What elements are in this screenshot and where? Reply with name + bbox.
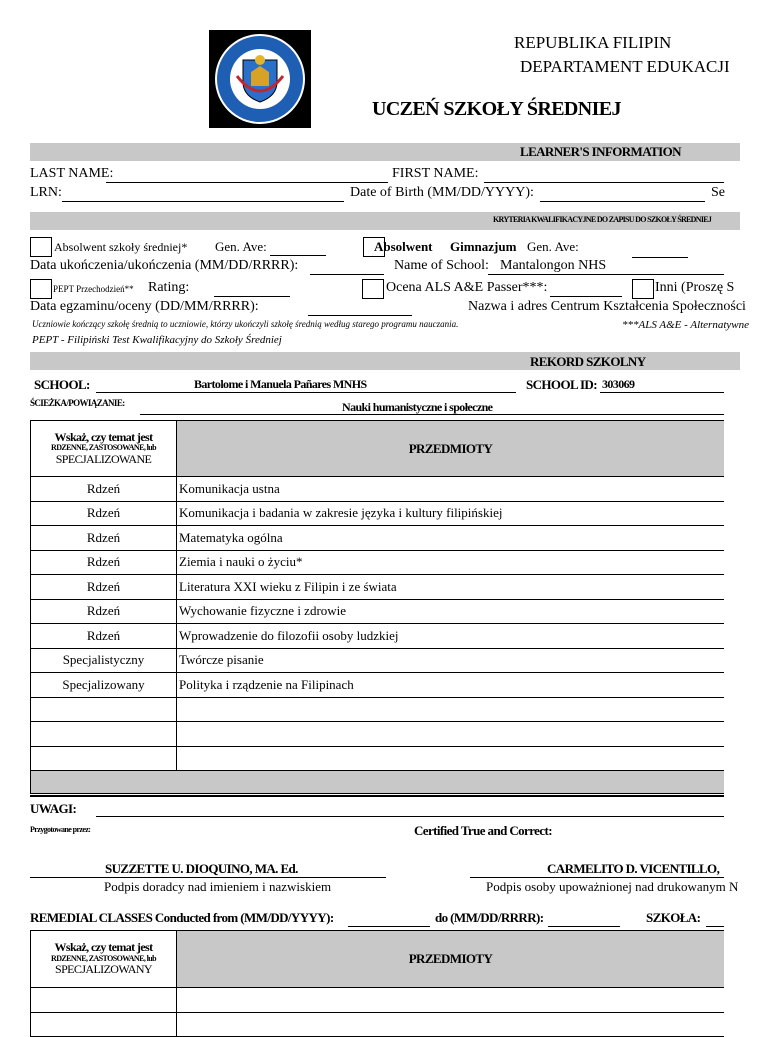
name-of-school-field[interactable] [488,274,724,275]
subject-name-cell[interactable] [177,722,725,747]
official-name: CARMELITO D. VICENTILLO, [547,861,720,876]
last-name-field[interactable] [106,182,388,183]
subject-name-cell[interactable]: Wprowadzenie do filozofii osoby ludzkiej [177,624,725,649]
school-id-field[interactable] [600,392,724,393]
jhs-completer-checkbox[interactable] [30,237,52,257]
subject-name-cell[interactable]: Ziemia i nauki o życiu* [177,550,725,575]
remedial-table [30,930,724,1037]
school-id-label: SCHOOL ID: [526,377,597,392]
department-name: DEPARTAMENT EDUKACJI [520,57,730,76]
subjects-footer-row [31,771,725,794]
first-name-field[interactable] [484,182,724,183]
subject-type-cell[interactable]: Rdzeń [31,477,177,502]
remedial-row [31,1012,725,1037]
subject-name-cell[interactable]: Matematyka ogólna [177,526,725,551]
subject-name-cell[interactable]: Wychowanie fizyczne i zdrowie [177,599,725,624]
last-name-label: LAST NAME: [30,166,114,181]
others-label: Inni (Proszę S [655,280,735,295]
jhs-graduate-label: Absolwent [374,239,433,254]
name-of-school-label: Name of School: [394,258,489,273]
adviser-caption: Podpis doradcy nad imieniem i nazwiskiem [104,879,332,894]
dob-field[interactable] [540,201,705,202]
remedial-school-field[interactable] [706,926,724,927]
table-row [31,575,725,600]
school-record-heading: REKORD SZKOLNY [530,354,646,369]
completion-date-label: Data ukończenia/ukończenia (MM/DD/RRRR): [30,258,299,273]
subject-name-cell[interactable]: Polityka i rządzenie na Filipinach [177,673,725,698]
track-field[interactable] [140,414,724,415]
jhs-completer-label: Absolwent szkoły średniej* [54,240,188,254]
adviser-signature-line[interactable] [30,877,386,878]
subject-type-cell[interactable]: Rdzeń [31,599,177,624]
table-row [31,697,725,722]
school-field[interactable] [96,392,516,393]
first-name-label: FIRST NAME: [392,166,479,181]
table-row [31,526,725,551]
school-id-value: 303069 [602,377,635,391]
sex-label: Se [711,185,725,200]
remedial-to-label: do (MM/DD/RRRR): [435,910,544,925]
certified-label: Certified True and Correct: [414,823,552,838]
track-label: ŚCIEŻKA/POWIĄZANIE: [30,398,125,408]
gen-ave-field-1[interactable] [270,255,326,256]
subject-type-cell[interactable]: Specjalizowany [31,673,177,698]
subject-name-cell[interactable] [177,746,725,771]
subject-type-cell[interactable]: Rdzeń [31,624,177,649]
als-checkbox[interactable] [362,279,384,299]
subjects-column-header: PRZEDMIOTY [177,421,725,477]
als-label: Ocena ALS A&E Passer***: [386,280,548,295]
remedial-header-row [31,931,725,988]
pept-label: PEPT Przechodzień** [53,284,134,294]
remarks-field[interactable] [96,816,724,817]
table-row [31,624,725,649]
lrn-field[interactable] [62,201,344,202]
official-caption: Podpis osoby upoważnionej nad drukowanym N [486,879,739,894]
subject-type-cell[interactable]: Rdzeń [31,575,177,600]
subjects-table [30,420,724,794]
table-row [31,746,725,771]
subjects-footer-band [31,771,725,794]
subject-name-cell[interactable] [177,697,725,722]
als-field[interactable] [550,296,622,297]
eligibility-heading: KRYTERIA KWALIFIKACYJNE DO ZAPISU DO SZKOŁY ŚREDNIEJ [493,215,712,224]
note-als: ***ALS A&E - Alternatywne [622,319,749,331]
subject-name-cell[interactable]: Twórcze pisanie [177,648,725,673]
table-row [31,673,725,698]
learner-info-heading: LEARNER'S INFORMATION [520,144,681,159]
type-column-header: Wskaż, czy temat jest RDZENNE, ZASTOSOWANE, lub SPECJALIZOWANE [31,421,177,477]
dob-label: Date of Birth (MM/DD/YYYY): [350,185,534,200]
remedial-to-field[interactable] [548,926,620,927]
remedial-label: REMEDIAL CLASSES Conducted from (MM/DD/YYYY): [30,910,334,925]
remedial-school-label: SZKOŁA: [646,910,701,925]
remedial-from-field[interactable] [348,926,430,927]
subject-type-cell[interactable] [31,722,177,747]
page-title: UCZEŃ SZKOŁY ŚREDNIEJ [372,98,621,120]
track-value: Nauki humanistyczne i społeczne [342,400,493,414]
subject-type-cell[interactable]: Rdzeń [31,550,177,575]
school-value: Bartolome i Manuela Pañares MNHS [194,377,367,391]
note-jhs: Uczniowie kończący szkołę średnią to uczniowie, którzy ukończyli szkołę średnią według starego programu nauczania. [32,319,459,329]
exam-date-field[interactable] [308,315,412,316]
subject-name-cell[interactable]: Komunikacja ustna [177,477,725,502]
center-label: Nazwa i adres Centrum Kształcenia Społeczności [468,299,746,314]
subject-type-cell[interactable] [31,746,177,771]
table-row [31,550,725,575]
completion-date-field[interactable] [310,274,384,275]
gen-ave-field-2[interactable] [632,257,688,258]
deped-seal [209,30,311,128]
remedial-row [31,988,725,1013]
table-row [31,599,725,624]
note-pept: PEPT - Filipiński Test Kwalifikacyjny do Szkoły Średniej [32,334,282,346]
official-signature-line[interactable] [470,877,724,878]
table-row [31,648,725,673]
others-checkbox[interactable] [632,279,654,299]
table-bottom-rule [30,795,724,797]
remedial-subjects-header: PRZEDMIOTY [177,931,725,988]
name-of-school-value: Mantalongon NHS [500,258,607,273]
remedial-type-header: Wskaż, czy temat jest RDZENNE, ZASTOSOWANE, lub SPECJALIZOWANY [31,931,177,988]
subject-type-cell[interactable]: Rdzeń [31,501,177,526]
seal-icon [209,30,311,128]
country-name: REPUBLIKA FILIPIN [514,33,672,52]
adviser-name: SUZZETTE U. DIOQUINO, MA. Ed. [105,861,298,876]
subject-type-cell[interactable]: Specjalistyczny [31,648,177,673]
subject-name-cell[interactable]: Literatura XXI wieku z Filipin i ze świata [177,575,725,600]
rating-label: Rating: [148,280,190,295]
school-label: SCHOOL: [34,377,90,392]
subject-type-cell[interactable] [31,697,177,722]
pept-checkbox[interactable] [30,279,52,299]
gen-ave-label-1: Gen. Ave: [215,239,267,254]
gimnazjum-label: Gimnazjum [450,239,517,254]
remarks-label: UWAGI: [30,801,77,816]
lrn-label: LRN: [30,185,62,200]
table-row [31,501,725,526]
subjects-header-row [31,421,725,477]
gen-ave-label-2: Gen. Ave: [527,239,579,254]
table-row [31,477,725,502]
exam-date-label: Data egzaminu/oceny (DD/MM/RRRR): [30,299,259,314]
subject-type-cell[interactable]: Rdzeń [31,526,177,551]
prepared-by-label: Przygotowane przez: [30,825,91,834]
subject-name-cell[interactable]: Komunikacja i badania w zakresie języka i kultury filipińskiej [177,501,725,526]
table-row [31,722,725,747]
rating-field[interactable] [214,296,290,297]
